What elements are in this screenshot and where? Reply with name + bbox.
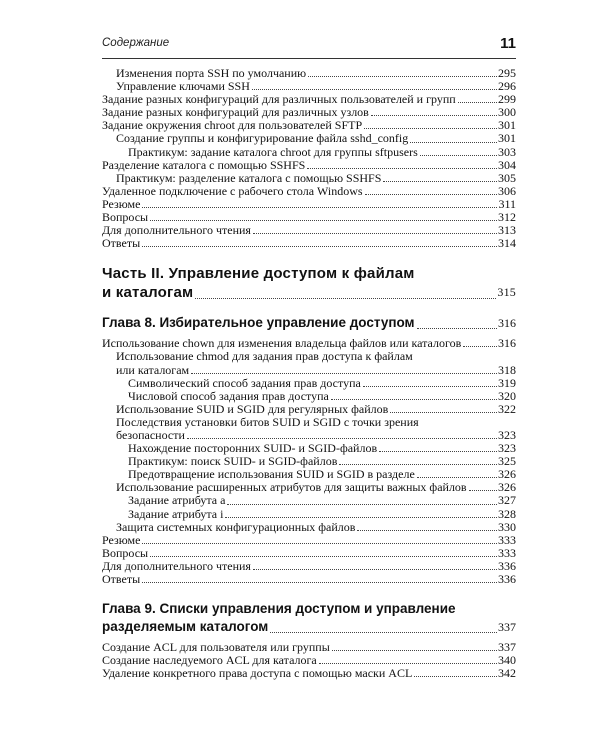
toc-entry: Разделение каталога с помощью SSHFS 304 bbox=[102, 157, 516, 172]
toc-entry: Для дополнительного чтения 313 bbox=[102, 223, 516, 238]
toc-entry: Вопросы 333 bbox=[102, 545, 516, 560]
chapter-heading: Глава 8. Избирательное управление доступом 316 bbox=[102, 315, 516, 331]
toc-entry-first-line: Последствия установки битов SUID и SGID с точки зрения bbox=[116, 414, 419, 429]
toc-entry: Практикум: поиск SUID- и SGID-файлов 325 bbox=[128, 454, 516, 469]
page-number: 11 bbox=[500, 35, 516, 52]
running-title: Содержание bbox=[102, 37, 170, 49]
toc-entry: Практикум: задание каталога chroot для группы sftpusers 303 bbox=[128, 144, 516, 159]
toc-entry: Создание группы и конфигурирование файла sshd_config 301 bbox=[116, 131, 516, 146]
toc-entry: Символический способ задания прав доступа 319 bbox=[128, 375, 516, 390]
toc-entry: Задание атрибута i 328 bbox=[128, 506, 516, 521]
toc-entry: Создание ACL для пользователя или группы 337 bbox=[102, 640, 516, 655]
toc-entry: Изменения порта SSH по умолчанию 295 bbox=[116, 66, 516, 80]
toc-entry: Числовой способ задания прав доступа 320 bbox=[128, 388, 516, 403]
toc-entry: Задание атрибута a 327 bbox=[128, 493, 516, 508]
toc-entry: Удаленное подключение с рабочего стола Windows 306 bbox=[102, 183, 516, 198]
toc-entry: Использование расширенных атрибутов для защиты важных файлов 326 bbox=[116, 480, 516, 495]
toc-entry: Использование SUID и SGID для регулярных файлов 322 bbox=[116, 401, 516, 416]
toc-entry: Для дополнительного чтения 336 bbox=[102, 558, 516, 573]
toc-entry: Предотвращение использования SUID и SGID в разделе 326 bbox=[128, 467, 516, 482]
toc-entry: Задание разных конфигураций для различных пользователей и групп 299 bbox=[102, 92, 516, 107]
toc-entry: Удаление конкретного права доступа с помощью маски ACL 342 bbox=[102, 666, 516, 681]
toc-entry: Использование chown для изменения владельца файлов или каталогов 316 bbox=[102, 336, 516, 351]
toc-entry-first-line: Использование chmod для задания прав доступа к файлам bbox=[116, 349, 413, 364]
toc-entry: Ответы 314 bbox=[102, 236, 516, 251]
toc-entry: Резюме 333 bbox=[102, 532, 516, 547]
page-header bbox=[102, 36, 516, 59]
toc-entry: Резюме 311 bbox=[102, 196, 516, 211]
toc-entry: Ответы 336 bbox=[102, 572, 516, 586]
toc-entry: Задание окружения chroot для пользователей SFTP 301 bbox=[102, 118, 516, 133]
toc-entry: Нахождение посторонних SUID- и SGID-файлов 323 bbox=[128, 441, 516, 456]
toc-entry: Защита системных конфигурационных файлов 330 bbox=[116, 519, 516, 534]
toc-entry: Задание разных конфигураций для различных узлов 300 bbox=[102, 105, 516, 120]
part-heading-line1: Часть II. Управление доступом к файлам bbox=[102, 265, 415, 283]
toc-entry: Вопросы 312 bbox=[102, 210, 516, 225]
toc-entry: Создание наследуемого ACL для каталога 340 bbox=[102, 653, 516, 668]
toc-entry: Управление ключами SSH 296 bbox=[116, 79, 516, 94]
chapter-heading-line2: разделяемым каталогом 337 bbox=[102, 619, 516, 635]
part-heading-line2: и каталогам 315 bbox=[102, 284, 516, 302]
toc-entry: Практикум: разделение каталога с помощью SSHFS 305 bbox=[116, 170, 516, 185]
chapter-heading-line1: Глава 9. Списки управления доступом и управление bbox=[102, 601, 456, 617]
toc-entry: или каталогам 318 bbox=[116, 362, 516, 377]
toc-entry: безопасности 323 bbox=[116, 427, 516, 442]
table-of-contents bbox=[102, 67, 516, 680]
